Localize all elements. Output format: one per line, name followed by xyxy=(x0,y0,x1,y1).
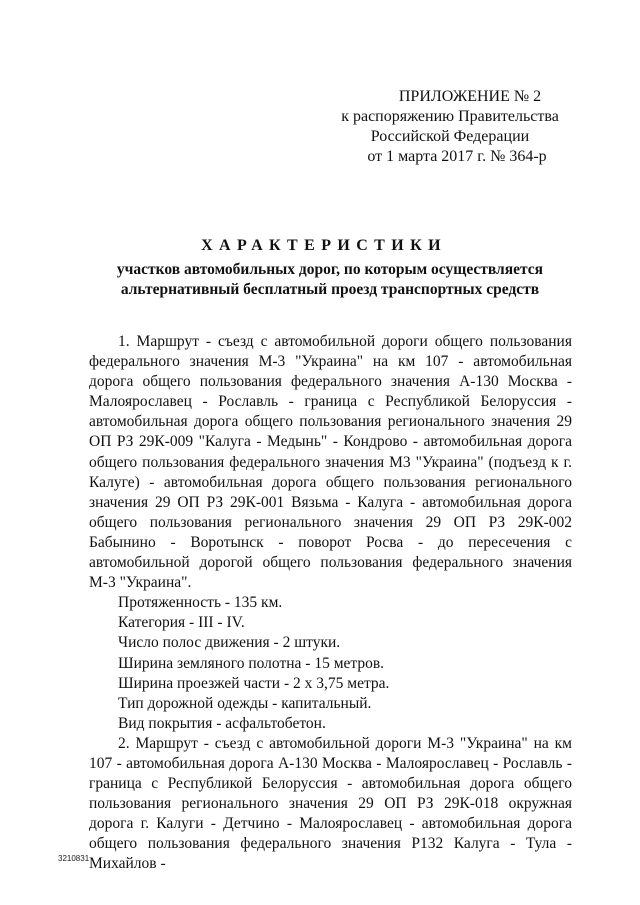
subtitle-line: альтернативный бесплатный проезд транспортных средств xyxy=(120,281,540,298)
appendix-government: Российской Федерации xyxy=(370,128,530,145)
appendix-reference: к распоряжению Правительства xyxy=(341,108,559,125)
spec-subgrade-width: Ширина земляного полотна - 15 метров. xyxy=(118,654,385,672)
route-1-paragraph: 1. Маршрут - съезд с автомобильной дороги общего пользования федерального значения М-3 "Украина" на км 107 - автомобильная дорога общего пользования федерального значения А-130 Москва - Малоярославец - Рославль - граница с Республикой Белоруссия - автомобильная дорога общего пользования регионального значения 29 ОП РЗ 29К-009 "Калуга - Медынь" - Кондрово - автомобильная дорога общего пользования федерального значения М3 "Украина" (подъезд к г. Калуге) - автомобильная дорога общего пользования регионального значения 29 ОП РЗ 29К-001 Вязьма - Калуга - автомобильная дорога общего пользования регионального значения 29 ОП РЗ 29К-002 Бабынино - Воротынск - поворот Росва - до пересечения с автомобильной дорогой общего пользования федерального значения М-3 "Украина". xyxy=(89,333,572,592)
document-title: ХАРАКТЕРИСТИКИ xyxy=(201,237,447,254)
subtitle-line: участков автомобильных дорог, по которым осуществляется xyxy=(116,261,544,278)
spec-category: Категория - III - IV. xyxy=(118,614,245,632)
spec-surface: Вид покрытия - асфальтобетон. xyxy=(118,714,326,732)
spec-carriageway-width: Ширина проезжей части - 2 х 3,75 метра. xyxy=(118,674,390,692)
spec-lanes: Число полос движения - 2 штуки. xyxy=(118,634,341,652)
appendix-number: ПРИЛОЖЕНИЕ № 2 xyxy=(398,88,542,105)
appendix-date: от 1 марта 2017 г. № 364-р xyxy=(367,148,547,165)
route-2-paragraph: 2. Маршрут - съезд с автомобильной дороги М-3 "Украина" на км 107 - автомобильная дорога А-130 Москва - Малоярославец - Рославль - граница с Республикой Белоруссия - автомобильная дорога общего пользования регионального значения 29 ОП РЗ 29К-018 окружная дорога г. Калуги - Детчино - Малоярославец - автомобильная дорога общего пользования федерального значения Р132 Калуга - Тула - Михайлов - xyxy=(89,734,572,873)
appendix-header xyxy=(330,87,570,167)
spec-length: Протяженность - 135 км. xyxy=(118,594,283,612)
document-subtitle xyxy=(60,260,600,300)
document-code: 3210831 xyxy=(58,854,90,863)
document-body xyxy=(89,332,572,875)
spec-pavement-type: Тип дорожной одежды - капитальный. xyxy=(118,694,372,712)
